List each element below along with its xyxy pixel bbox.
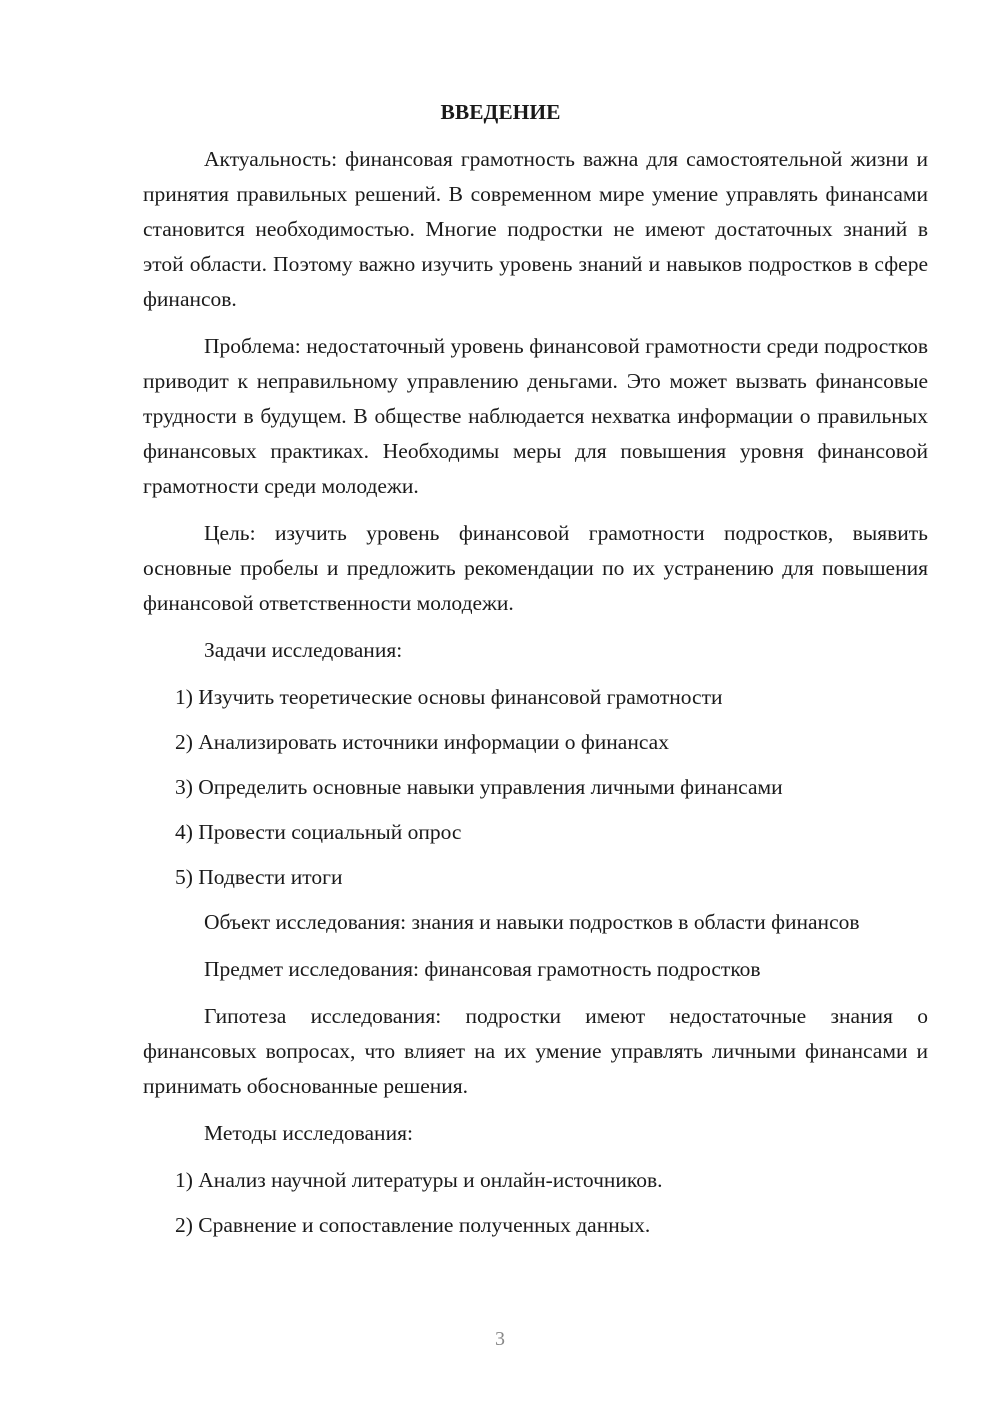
tasks-title: Задачи исследования: <box>204 638 403 662</box>
list-item: 1) Изучить теоретические основы финансовой грамотности <box>175 685 723 709</box>
list-item: 1) Анализ научной литературы и онлайн-источников. <box>175 1168 663 1192</box>
object-paragraph: Объект исследования: знания и навыки подростков в области финансов <box>204 910 860 934</box>
methods-title: Методы исследования: <box>204 1121 413 1145</box>
hypothesis-paragraph: Гипотеза исследования: подростки имеют недостаточные знания о финансовых вопросах, что влияет на их умение управлять личными финансами и принимать обоснованные решения. <box>143 1004 928 1098</box>
list-item: 5) Подвести итоги <box>175 865 343 889</box>
list-item: 3) Определить основные навыки управления личными финансами <box>175 775 783 799</box>
list-item: 2) Сравнение и сопоставление полученных данных. <box>175 1213 651 1237</box>
methods-list <box>143 1163 928 1243</box>
goal-paragraph: Цель: изучить уровень финансовой грамотности подростков, выявить основные пробелы и предложить рекомендации по их устранению для повышения финансовой ответственности молодежи. <box>143 521 928 615</box>
document-page <box>143 95 928 1253</box>
page-number: 3 <box>495 1328 505 1350</box>
relevance-paragraph: Актуальность: финансовая грамотность важна для самостоятельной жизни и принятия правильных решений. В современном мире умение управлять финансами становится необходимостью. Многие подростки не имеют достаточных знаний в этой области. Поэтому важно изучить уровень знаний и навыков подростков в сфере финансов. <box>143 147 928 311</box>
section-heading: ВВЕДЕНИЕ <box>440 100 561 124</box>
list-item: 2) Анализировать источники информации о финансах <box>175 730 669 754</box>
problem-paragraph: Проблема: недостаточный уровень финансовой грамотности среди подростков приводит к неправильному управлению деньгами. Это может вызвать финансовые трудности в будущем. В обществе наблюдается нехватка информации о правильных финансовых практиках. Необходимы меры для повышения уровня финансовой грамотности среди молодежи. <box>143 334 928 498</box>
list-item: 4) Провести социальный опрос <box>175 820 462 844</box>
tasks-list <box>143 680 928 895</box>
subject-paragraph: Предмет исследования: финансовая грамотность подростков <box>204 957 761 981</box>
